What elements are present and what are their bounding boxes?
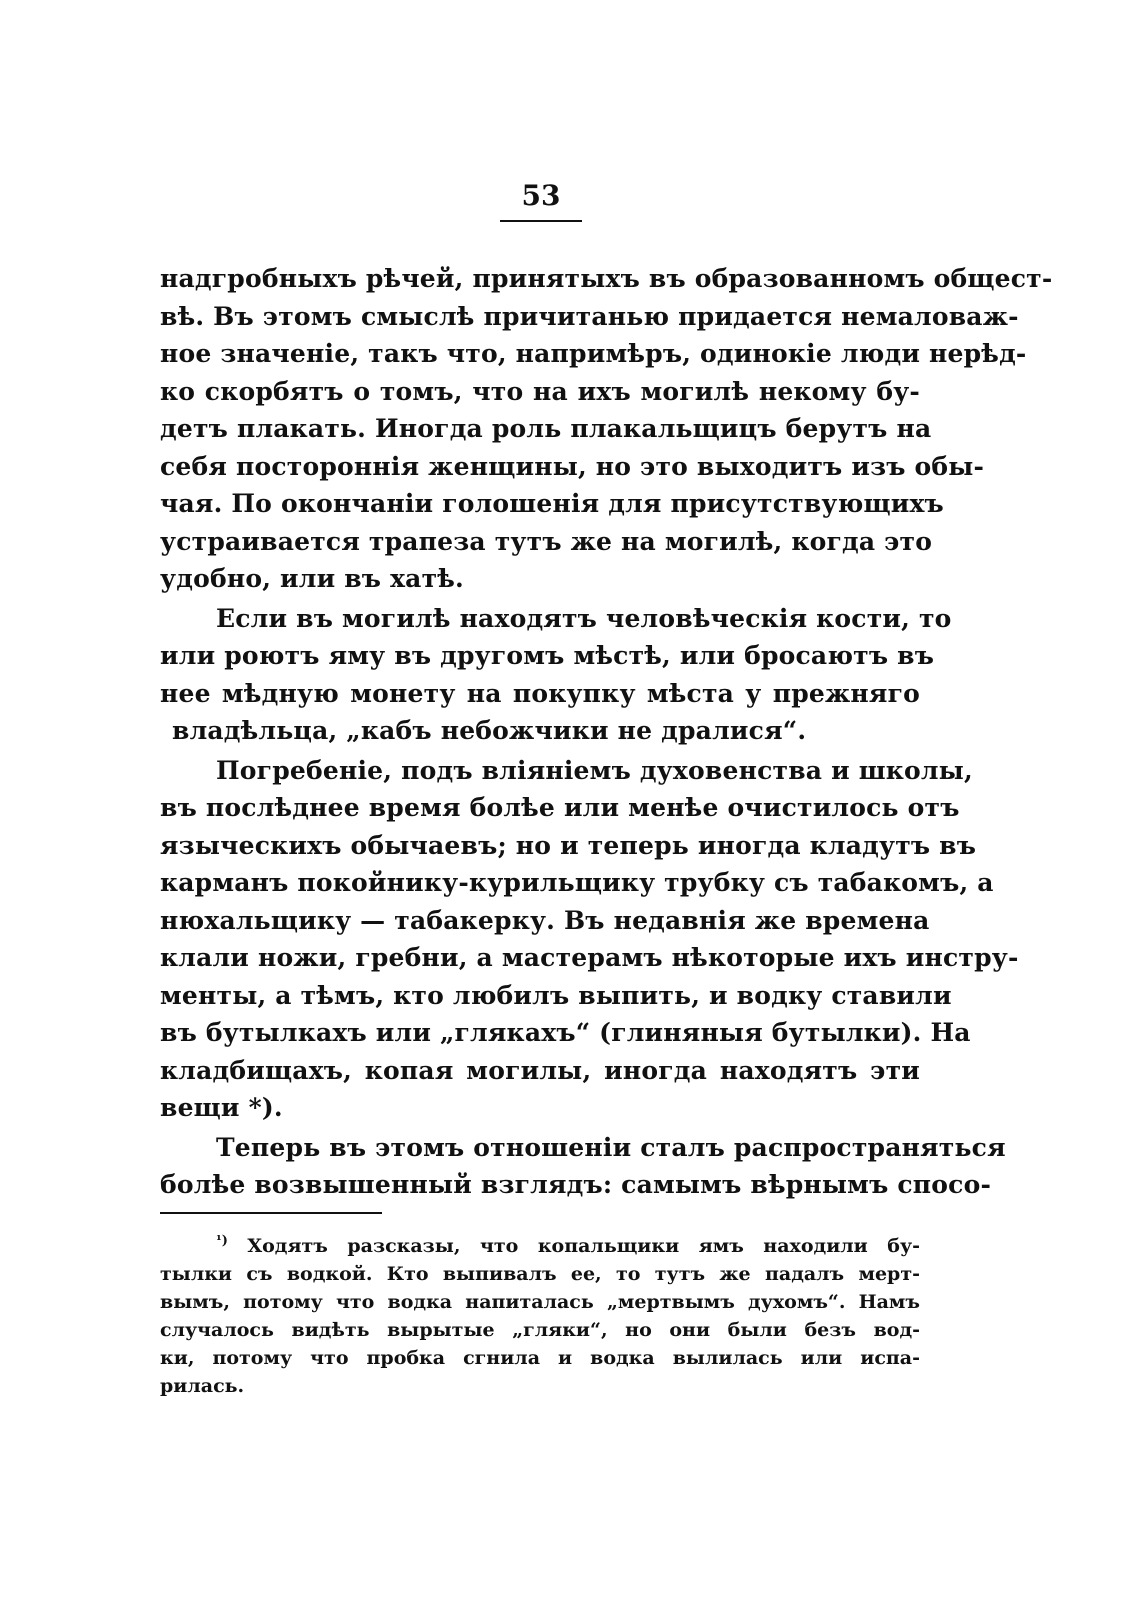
- text-line: или роютъ яму въ другомъ мѣстѣ, или бросаютъ въ: [160, 641, 935, 670]
- text-line: вѣ. Въ этомъ смыслѣ причитанью придается немаловаж-: [160, 301, 1019, 331]
- text-line: въ послѣднее время болѣе или менѣе очистилось отъ: [160, 793, 960, 822]
- text-line: надгробныхъ рѣчей, принятыхъ въ образованномъ общест-: [160, 264, 1053, 293]
- footnote-line: тылки съ водкой. Кто выпивалъ ее, то тутъ же падалъ мерт-: [160, 1263, 920, 1285]
- text-line: удобно, или въ хатѣ.: [160, 564, 464, 593]
- footnote-reference-line: вещи *).: [160, 1093, 283, 1122]
- text-line: болѣе возвышенный взглядъ: самымъ вѣрнымъ спосо-: [160, 1170, 992, 1199]
- text-line: ко скорбятъ о томъ, что на ихъ могилѣ некому бу-: [160, 376, 920, 406]
- paragraph-start-line: Если въ могилѣ находятъ человѣческія кости, то: [216, 603, 952, 633]
- text-line: нее мѣдную монету на покупку мѣста у прежняго: [160, 678, 920, 708]
- text-line: детъ плакать. Иногда роль плакальщицъ берутъ на: [160, 414, 932, 443]
- footnote: [160, 1232, 920, 1400]
- footnote-line: рилась.: [160, 1375, 245, 1397]
- text-line: чая. По окончаніи голошенія для присутствующихъ: [160, 489, 944, 518]
- text-line: кладбищахъ, копая могилы, иногда находятъ эти: [160, 1055, 920, 1085]
- text-line: владѣльца, „кабъ небожчики не дралися“.: [172, 716, 807, 745]
- page-number: 53: [521, 179, 561, 212]
- footnote-separator: [160, 1212, 382, 1214]
- text-line: себя постороннія женщины, но это выходитъ изъ обы-: [160, 451, 985, 481]
- text-line: устраивается трапеза тутъ же на могилѣ, когда это: [160, 526, 933, 556]
- text-line: менты, а тѣмъ, кто любилъ выпить, и водку ставили: [160, 980, 952, 1010]
- main-text: [160, 260, 1053, 1204]
- text-line: ное значеніе, такъ что, напримѣръ, одинокіе люди нерѣд-: [160, 339, 1027, 368]
- footnote-line-text: Ходятъ разсказы, что копальщики ямъ находили бу-: [247, 1235, 920, 1257]
- footnote-line: случалось видѣть вырытые „гляки“, но они были безъ вод-: [160, 1319, 920, 1341]
- page-number-underline: [500, 220, 582, 222]
- text-line: карманъ покойнику-курильщику трубку съ табакомъ, а: [160, 868, 994, 897]
- footnote-line: вымъ, потому что водка напиталась „мертвымъ духомъ“. Намъ: [160, 1291, 920, 1313]
- text-line: въ бутылкахъ или „глякахъ“ (глиняныя бутылки). На: [160, 1018, 971, 1047]
- footnote-line: ки, потому что пробка сгнила и водка вылилась или испа-: [160, 1347, 920, 1369]
- text-line: нюхальщику — табакерку. Въ недавнія же времена: [160, 905, 930, 935]
- paragraph-start-line: Теперь въ этомъ отношеніи сталъ распространяться: [216, 1132, 1006, 1162]
- text-line: языческихъ обычаевъ; но и теперь иногда кладутъ въ: [160, 830, 977, 860]
- paragraph-start-line: Погребеніе, подъ вліяніемъ духовенства и школы,: [216, 755, 973, 785]
- text-line: клали ножи, гребни, а мастерамъ нѣкоторые ихъ инстру-: [160, 943, 1019, 972]
- footnote-line: [160, 1232, 920, 1260]
- footnote-marker: ¹): [216, 1233, 228, 1249]
